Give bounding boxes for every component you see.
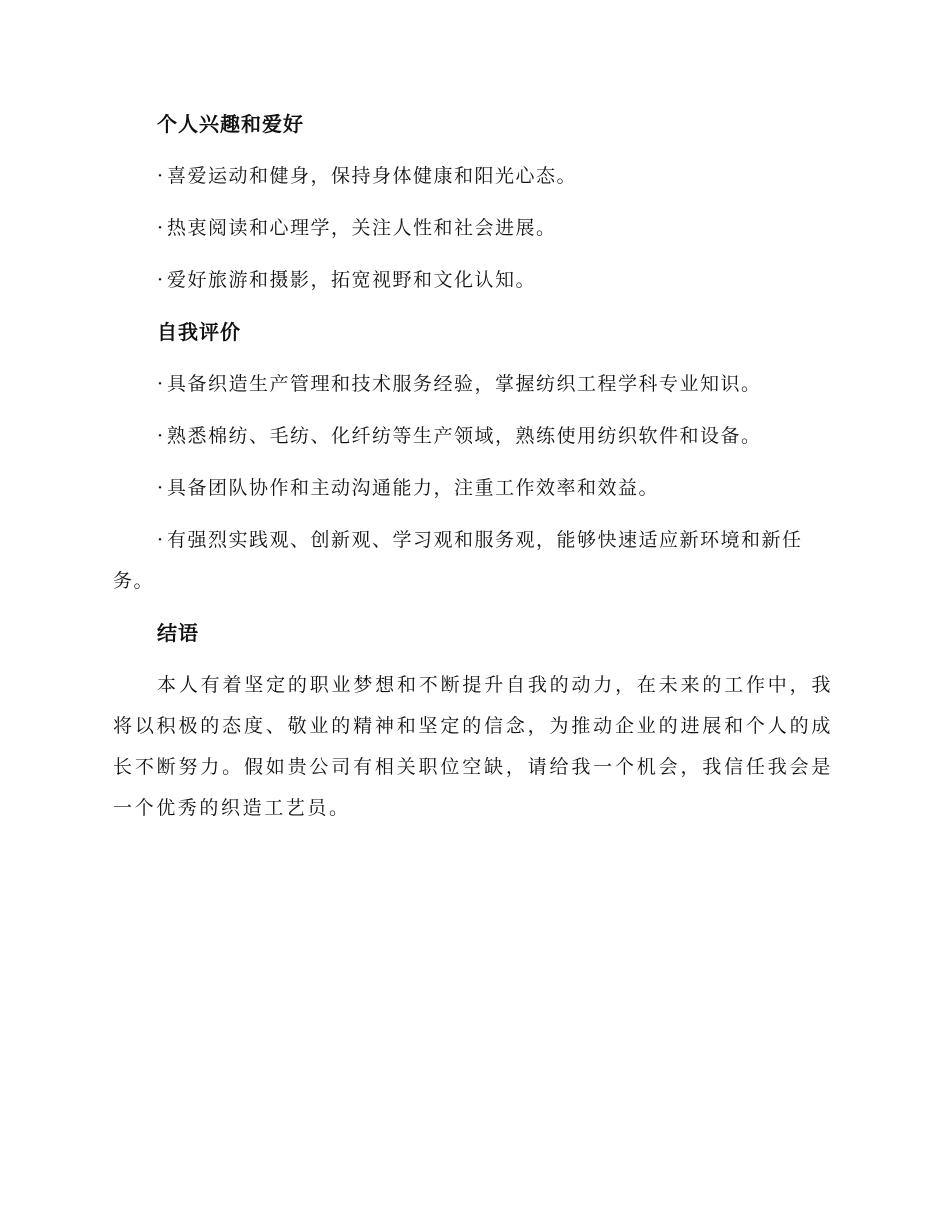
list-item-text: 具备团队协作和主动沟通能力，注重工作效率和效益。 (167, 477, 660, 499)
list-item (113, 156, 833, 197)
bullet-dot: · (157, 529, 165, 551)
document-page (113, 104, 833, 829)
list-item-text: 有强烈实践观、创新观、学习观和服务观，能够快速适应新环境和新任务。 (113, 529, 803, 592)
section-heading-self-evaluation: 自我评价 (157, 320, 241, 344)
list-item (113, 364, 833, 405)
list-item-text: 具备织造生产管理和技术服务经验，掌握纺织工程学科专业知识。 (167, 373, 762, 395)
list-item (113, 520, 833, 602)
list-item (113, 416, 833, 457)
section-heading-conclusion: 结语 (157, 621, 199, 645)
list-item-text: 熟悉棉纺、毛纺、化纤纺等生产领域，熟练使用纺织软件和设备。 (167, 425, 762, 447)
list-item-text: 喜爱运动和健身，保持身体健康和阳光心态。 (167, 165, 578, 187)
bullet-dot: · (157, 477, 165, 499)
bullet-dot: · (157, 373, 165, 395)
section-heading-interests: 个人兴趣和爱好 (157, 112, 304, 136)
bullet-dot: · (157, 217, 165, 239)
conclusion-paragraph: 本人有着坚定的职业梦想和不断提升自我的动力，在未来的工作中，我将以积极的态度、敬业的精神和坚定的信念，为推动企业的进展和个人的成长不断努力。假如贵公司有相关职位空缺，请给我一个机会，我信任我会是一个优秀的织造工艺员。 (113, 674, 833, 819)
list-item-text: 爱好旅游和摄影，拓宽视野和文化认知。 (167, 269, 537, 291)
list-item-text: 热衷阅读和心理学，关注人性和社会进展。 (167, 217, 557, 239)
bullet-dot: · (157, 425, 165, 447)
list-item (113, 208, 833, 249)
list-item (113, 468, 833, 509)
bullet-dot: · (157, 165, 165, 187)
bullet-dot: · (157, 269, 165, 291)
list-item (113, 260, 833, 301)
